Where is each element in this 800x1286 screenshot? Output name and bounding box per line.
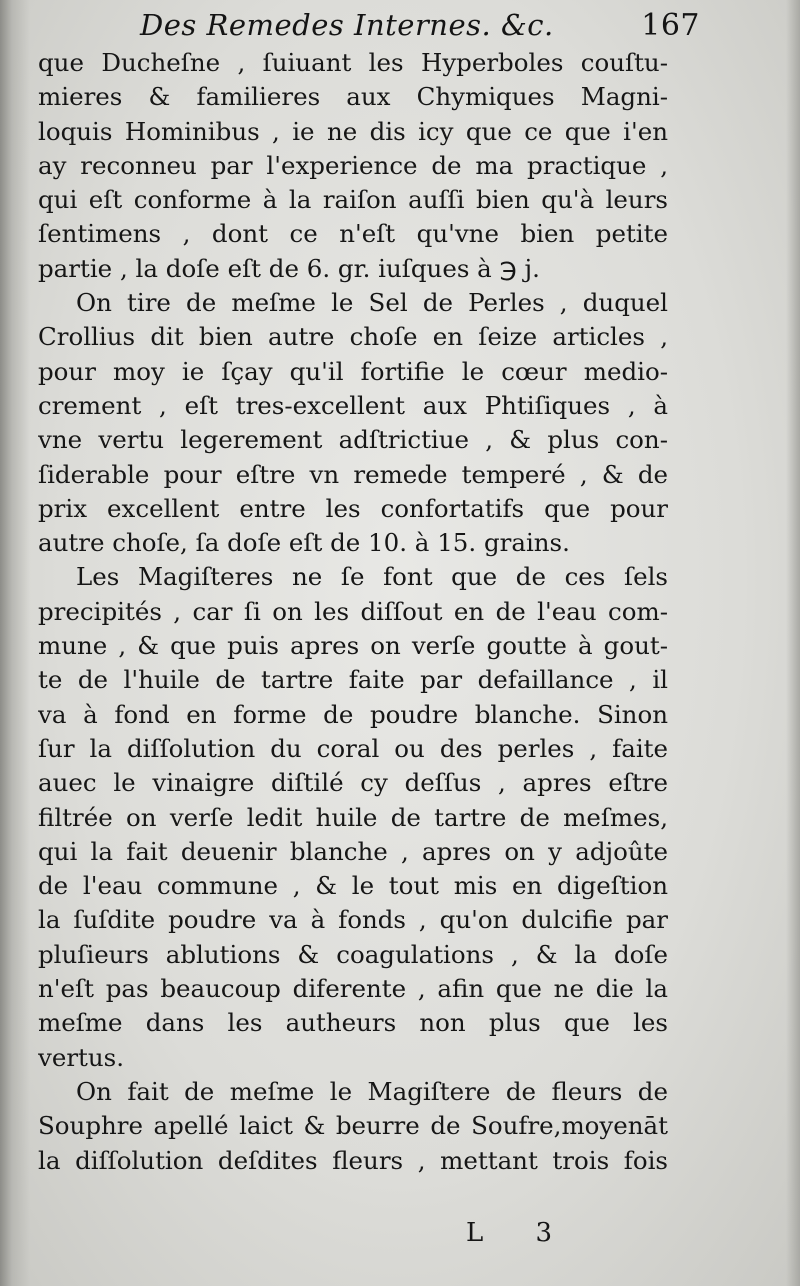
text-line: partie , la doſe eſt de 6. gr. iuſques à ℈ j. (38, 253, 540, 283)
text-line: precipités , car ſi on les diſſout en de l'eau com- (38, 596, 668, 626)
text-line: qui eſt conforme à la raiſon auſſi bien qu'à leurs (38, 185, 668, 215)
text-line: qui la fait deuenir blanche , apres on y adjoûte (38, 836, 668, 866)
text-line: ſur la diſſolution du coral ou des perles , faite (38, 733, 668, 763)
body-text (38, 46, 668, 1178)
text-line: meſme dans les autheurs non plus que les (38, 1008, 668, 1038)
page-edge-shadow (786, 0, 800, 1286)
text-line: filtrée on verſe ledit huile de tartre de meſmes, (38, 802, 668, 832)
text-line: mune , & que puis apres on verſe goutte à gout- (38, 631, 668, 661)
text-line: crement , eſt tres-excellent aux Phtiſiques , à (38, 390, 668, 420)
text-line: Souphre apellé laict & beurre de Soufre,moyenāt (38, 1111, 668, 1141)
signature-mark: L 3 (466, 1218, 575, 1248)
gutter-shadow (0, 0, 30, 1286)
text-line: pluſieurs ablutions & coagulations , & la doſe (38, 939, 668, 969)
paragraph-start-line: On tire de meſme le Sel de Perles , duquel (76, 288, 668, 318)
running-title: Des Remedes Internes. &c. (140, 8, 554, 42)
text-line: la ſuſdite poudre va à fonds , qu'on dulcifie par (38, 905, 668, 935)
text-line: auec le vinaigre diſtilé cy deſſus , apres eſtre (38, 768, 668, 798)
text-line: te de l'huile de tartre faite par defaillance , il (38, 665, 668, 695)
paragraph-start-line: Les Magiſteres ne ſe font que de ces ſels (76, 562, 668, 592)
text-line: mieres & familieres aux Chymiques Magni- (38, 82, 668, 112)
running-header (140, 8, 700, 42)
text-line: va à fond en forme de poudre blanche. Sinon (38, 699, 668, 729)
text-line: de l'eau commune , & le tout mis en digeſtion (38, 871, 668, 901)
text-line: que Ducheſne , ſuiuant les Hyperboles couſtu- (38, 48, 668, 77)
paragraph-start-line: On fait de meſme le Magiſtere de fleurs de (76, 1076, 668, 1106)
text-line: vertus. (38, 1042, 125, 1072)
text-line: la diſſolution deſdites fleurs , mettant trois fois (38, 1145, 668, 1175)
text-line: loquis Hominibus , ie ne dis icy que ce que i'en (38, 116, 668, 146)
text-line: autre choſe, ſa doſe eſt de 10. à 15. grains. (38, 528, 570, 558)
text-line: ay reconneu par l'experience de ma practique , (38, 150, 668, 180)
page-number: 167 (641, 8, 700, 43)
text-line: ſentimens , dont ce n'eſt qu'vne bien petite (38, 219, 668, 249)
text-line: pour moy ie ſçay qu'il fortifie le cœur medio- (38, 356, 668, 386)
text-line: n'eſt pas beaucoup diferente , afin que ne die la (38, 974, 668, 1004)
text-line: prix excellent entre les confortatifs que pour (38, 493, 668, 523)
text-line: ſiderable pour eſtre vn remede temperé , & de (38, 459, 668, 489)
text-line: Crollius dit bien autre choſe en ſeize articles , (38, 322, 668, 352)
text-line: vne vertu legerement adſtrictiue , & plus con- (38, 425, 668, 455)
